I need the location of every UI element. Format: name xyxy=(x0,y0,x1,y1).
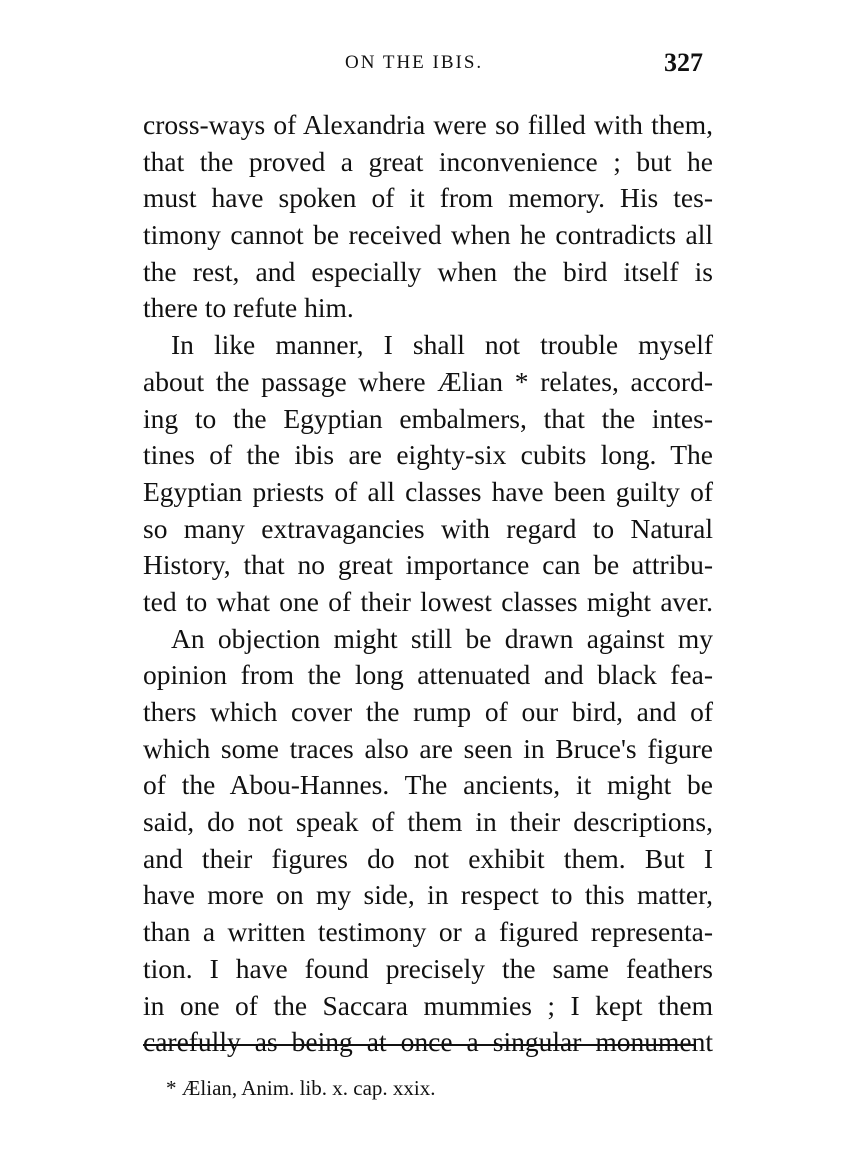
text-line: thers which cover the rump of our bird, and of xyxy=(143,696,713,727)
text-line: ted to what one of their lowest classes might aver. xyxy=(143,585,713,617)
running-head xyxy=(0,48,850,78)
text-line: and their figures do not exhibit them. But I xyxy=(143,842,713,874)
text-line: cross-ways of Alexandria were so filled with them, xyxy=(143,109,713,140)
text-line: in one of the Saccara mummies ; I kept them xyxy=(143,989,713,1021)
footnote-rule xyxy=(143,1044,695,1046)
text-line: of the Abou-Hannes. The ancients, it might be xyxy=(143,769,713,801)
footnote: * Ælian, Anim. lib. x. cap. xxix. xyxy=(166,1076,436,1100)
text-line: said, do not speak of them in their descriptions, xyxy=(143,806,713,838)
paragraph-start-line: An objection might still be drawn against my xyxy=(171,622,713,654)
text-line: must have spoken of it from memory. His tes- xyxy=(143,182,713,214)
text-line: carefully as being at once a singular monument xyxy=(143,1026,713,1058)
text-line: opinion from the long attenuated and black fea- xyxy=(143,659,713,691)
text-line: tines of the ibis are eighty-six cubits long. The xyxy=(143,439,713,471)
text-line: have more on my side, in respect to this matter, xyxy=(143,879,713,911)
text-line: about the passage where Ælian * relates, accord- xyxy=(143,365,713,397)
text-line: Egyptian priests of all classes have been guilty of xyxy=(143,475,713,507)
running-title: ON THE IBIS. xyxy=(345,52,484,73)
text-line: there to refute him. xyxy=(143,292,354,324)
text-line: the rest, and especially when the bird itself is xyxy=(143,255,713,287)
text-line: History, that no great importance can be attribu- xyxy=(143,549,713,581)
text-line: which some traces also are seen in Bruce's figure xyxy=(143,732,713,764)
text-line: that the proved a great inconvenience ; but he xyxy=(143,145,713,177)
text-line: than a written testimony or a figured representa- xyxy=(143,916,713,948)
text-line: so many extravagancies with regard to Natural xyxy=(143,512,713,544)
text-line: tion. I have found precisely the same feathers xyxy=(143,952,713,984)
text-line: timony cannot be received when he contradicts all xyxy=(143,219,713,251)
body-text xyxy=(143,107,713,1061)
page-number: 327 xyxy=(664,48,703,77)
text-line: ing to the Egyptian embalmers, that the intes- xyxy=(143,402,713,434)
paragraph-start-line: In like manner, I shall not trouble myself xyxy=(171,329,713,361)
